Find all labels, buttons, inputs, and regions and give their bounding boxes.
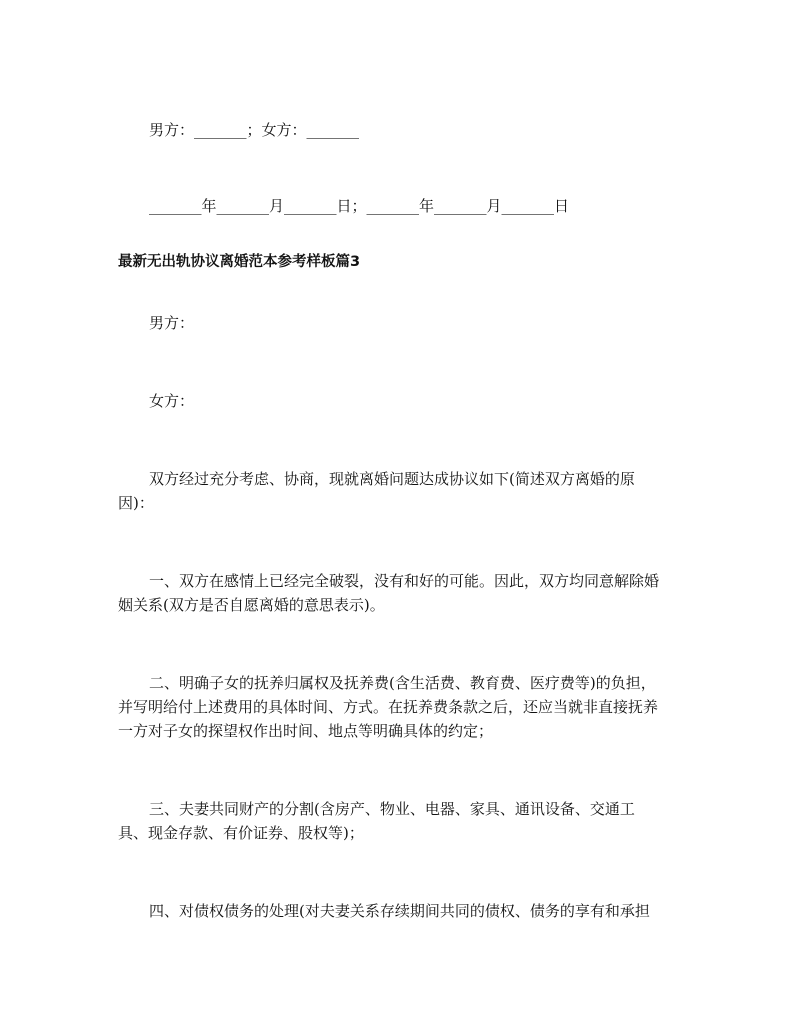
clause-1-paragraph [118, 569, 688, 617]
clause-4-line-1: 四、对债权债务的处理(对夫妻关系存续期间共同的债权、债务的享有和承担 [149, 902, 650, 920]
signature-line: 男方：_______；女方：_______ [149, 121, 360, 139]
intro-paragraph [118, 467, 688, 515]
clause-1-line-2: 姻关系(双方是否自愿离婚的意思表示)。 [118, 596, 385, 614]
clause-2-line-1: 二、明确子女的抚养归属权及抚养费(含生活费、教育费、医疗费等)的负担， [149, 674, 656, 692]
clause-3-line-2: 具、现金存款、有价证券、股权等)； [118, 824, 364, 842]
clause-3-paragraph [118, 797, 688, 845]
wife-label: 女方： [149, 392, 195, 410]
date-line: _______年_______月_______日；_______年_______月_______日 [149, 197, 570, 215]
clause-4-paragraph [118, 899, 688, 923]
clause-1-line-1: 一、双方在感情上已经完全破裂，没有和好的可能。因此，双方均同意解除婚 [149, 572, 660, 590]
clause-2-line-2: 并写明给付上述费用的具体时间、方式。在抚养费条款之后，还应当就非直接抚养 [118, 698, 659, 716]
intro-line-1: 双方经过充分考虑、协商，现就离婚问题达成协议如下(简述双方离婚的原 [149, 470, 635, 488]
intro-line-2: 因)： [118, 494, 154, 512]
clause-3-line-1: 三、夫妻共同财产的分割(含房产、物业、电器、家具、通讯设备、交通工 [149, 800, 635, 818]
clause-2-paragraph [118, 671, 688, 743]
section-title: 最新无出轨协议离婚范本参考样板篇3 [118, 254, 361, 270]
clause-2-line-3: 一方对子女的探望权作出时间、地点等明确具体的约定； [118, 722, 494, 740]
husband-label: 男方： [149, 314, 195, 332]
